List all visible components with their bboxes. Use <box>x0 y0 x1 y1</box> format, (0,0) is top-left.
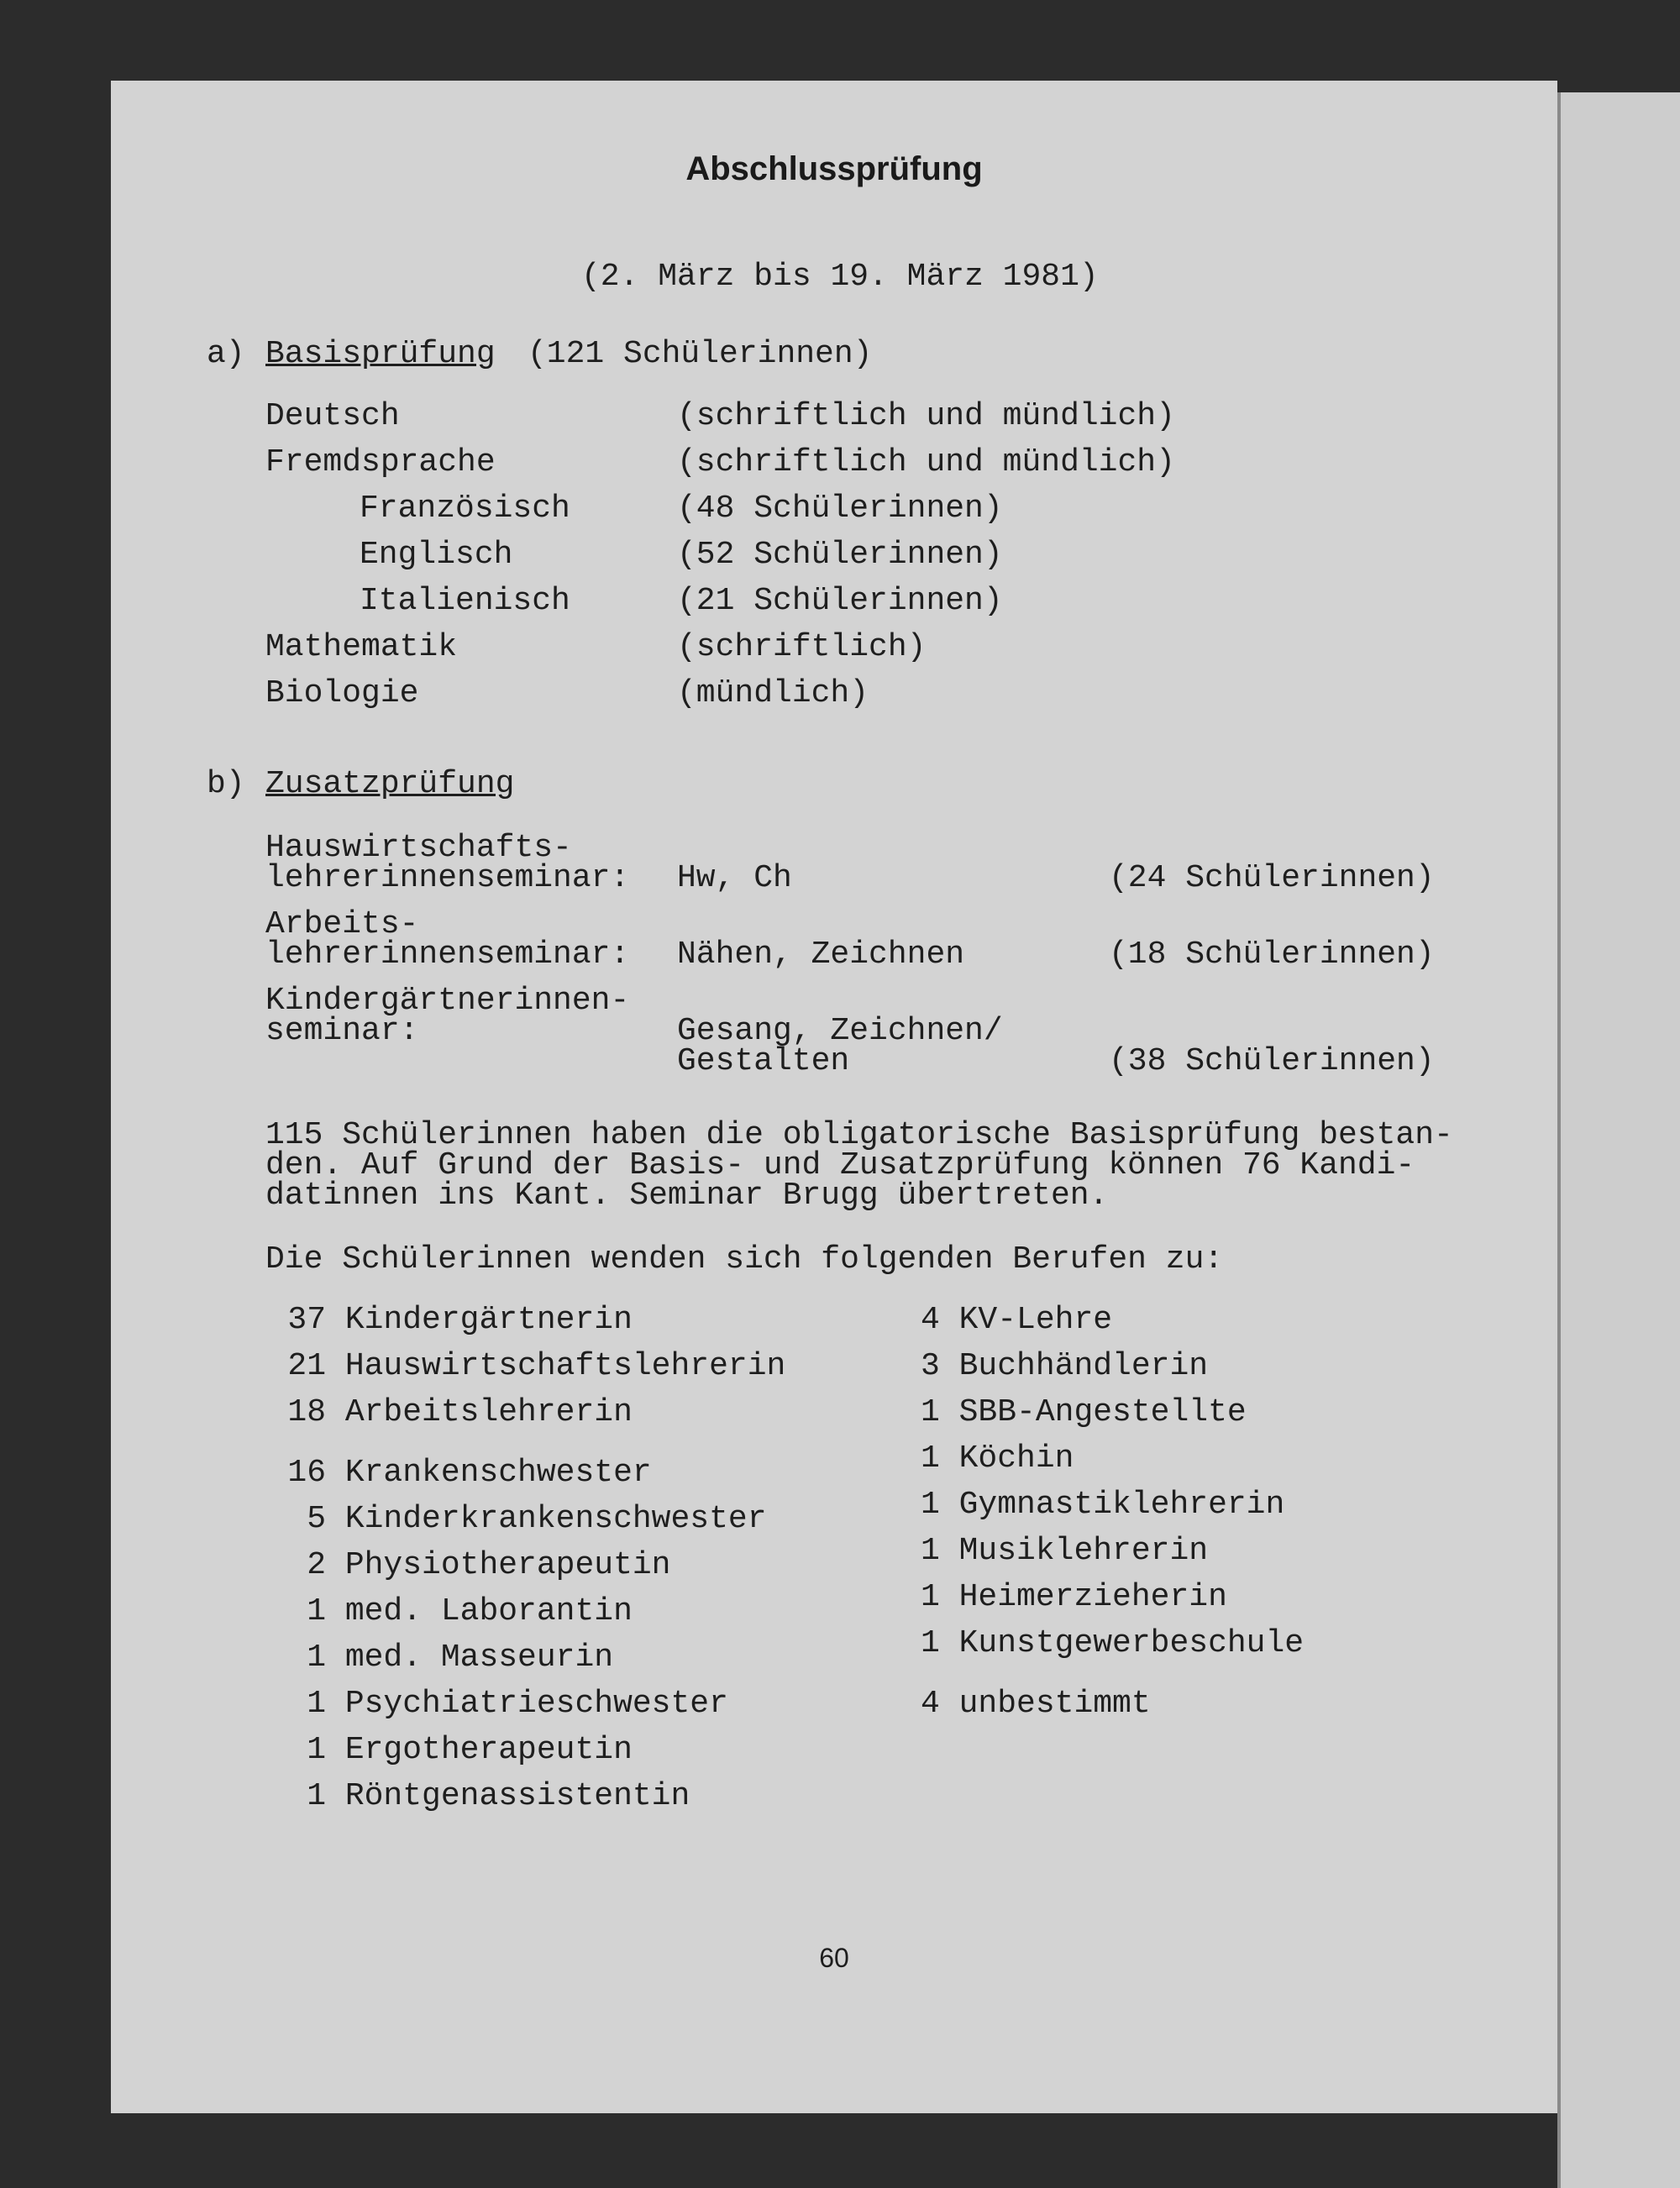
career-label: Kunstgewerbeschule <box>958 1625 1305 1661</box>
basis-subject: Biologie <box>265 675 419 711</box>
career-count: 21 <box>287 1348 326 1384</box>
career-label: Hauswirtschaftslehrerin <box>344 1348 786 1384</box>
career-label: unbestimmt <box>958 1686 1151 1722</box>
career-item <box>921 1348 1208 1385</box>
career-item <box>265 1732 633 1769</box>
career-count: 3 <box>921 1348 940 1384</box>
basis-detail: (52 Schülerinnen) <box>677 537 1003 573</box>
career-label: med. Laborantin <box>344 1593 633 1629</box>
basis-detail: (mündlich) <box>677 675 869 711</box>
career-label: Physiotherapeutin <box>344 1547 671 1583</box>
exam-dates: (2. März bis 19. März 1981) <box>581 259 1099 295</box>
career-item <box>265 1686 728 1723</box>
career-item <box>265 1348 785 1385</box>
zusatz-seminar: lehrerinnenseminar: <box>265 860 630 896</box>
basis-marker: a) <box>207 336 245 372</box>
summary-line: den. Auf Grund der Basis- und Zusatzprüfung können 76 Kandi- <box>265 1147 1415 1183</box>
career-label: Röntgenassistentin <box>344 1778 690 1814</box>
career-count: 4 <box>921 1302 940 1338</box>
career-item <box>265 1394 633 1431</box>
adjacent-page-edge <box>1557 92 1680 2188</box>
career-item <box>265 1778 690 1815</box>
careers-intro: Die Schülerinnen wenden sich folgenden Berufen zu: <box>265 1241 1224 1278</box>
zusatz-subjects: Hw, Ch <box>677 860 792 896</box>
career-count: 16 <box>287 1455 326 1491</box>
zusatz-seminar: Hauswirtschafts- <box>265 830 572 866</box>
basis-detail: (21 Schülerinnen) <box>677 583 1003 619</box>
career-label: KV-Lehre <box>958 1302 1113 1338</box>
career-item <box>921 1686 1151 1723</box>
zusatz-marker: b) <box>207 766 245 802</box>
career-count: 1 <box>921 1394 940 1430</box>
career-count: 4 <box>921 1686 940 1722</box>
career-count: 1 <box>921 1487 940 1523</box>
career-count: 1 <box>921 1533 940 1569</box>
zusatz-subjects: Gestalten <box>677 1043 850 1079</box>
career-count: 1 <box>921 1440 940 1477</box>
career-label: Kindergärtnerin <box>344 1302 633 1338</box>
zusatz-seminar: seminar: <box>265 1013 419 1049</box>
basis-count: (121 Schülerinnen) <box>528 336 873 372</box>
career-label: Buchhändlerin <box>958 1348 1209 1384</box>
page-number: 60 <box>819 1943 849 1973</box>
zusatz-count: (38 Schülerinnen) <box>1109 1043 1435 1079</box>
career-item <box>265 1302 633 1339</box>
career-label: SBB-Angestellte <box>958 1394 1247 1430</box>
career-label: Kinderkrankenschwester <box>344 1501 767 1537</box>
career-item <box>921 1579 1227 1616</box>
career-label: Köchin <box>958 1440 1074 1477</box>
basis-detail: (schriftlich und mündlich) <box>677 444 1175 480</box>
zusatz-heading: Zusatzprüfung <box>265 766 515 802</box>
career-count: 5 <box>307 1501 326 1537</box>
career-item <box>921 1440 1074 1477</box>
basis-subject: Mathematik <box>265 629 458 665</box>
career-item <box>921 1302 1112 1339</box>
career-count: 1 <box>921 1625 940 1661</box>
summary-line: datinnen ins Kant. Seminar Brugg übertreten. <box>265 1178 1109 1214</box>
zusatz-seminar: Arbeits- <box>265 906 419 942</box>
career-label: Arbeitslehrerin <box>344 1394 633 1430</box>
document-page <box>111 81 1557 2113</box>
career-count: 1 <box>307 1732 326 1768</box>
zusatz-seminar: Kindergärtnerinnen- <box>265 983 630 1019</box>
career-count: 1 <box>307 1593 326 1629</box>
basis-subject: Französisch <box>360 491 570 527</box>
basis-heading: Basisprüfung <box>265 336 496 372</box>
career-count: 1 <box>307 1640 326 1676</box>
zusatz-seminar: lehrerinnenseminar: <box>265 937 630 973</box>
zusatz-count: (18 Schülerinnen) <box>1109 937 1435 973</box>
basis-subject: Fremdsprache <box>265 444 496 480</box>
career-item <box>921 1625 1304 1662</box>
career-label: Musiklehrerin <box>958 1533 1209 1569</box>
career-count: 1 <box>921 1579 940 1615</box>
career-count: 1 <box>307 1686 326 1722</box>
career-item <box>265 1455 652 1492</box>
career-label: Ergotherapeutin <box>344 1732 633 1768</box>
career-item <box>921 1394 1247 1431</box>
career-label: Psychiatrieschwester <box>344 1686 728 1722</box>
zusatz-subjects: Gesang, Zeichnen/ <box>677 1013 1003 1049</box>
career-item <box>265 1501 767 1538</box>
basis-detail: (schriftlich) <box>677 629 927 665</box>
basis-subject: Deutsch <box>265 398 400 434</box>
career-count: 1 <box>307 1778 326 1814</box>
zusatz-subjects: Nähen, Zeichnen <box>677 937 965 973</box>
basis-detail: (48 Schülerinnen) <box>677 491 1003 527</box>
basis-subject: Italienisch <box>360 583 570 619</box>
career-label: Krankenschwester <box>344 1455 652 1491</box>
career-item <box>921 1487 1284 1524</box>
career-label: Gymnastiklehrerin <box>958 1487 1285 1523</box>
zusatz-count: (24 Schülerinnen) <box>1109 860 1435 896</box>
career-count: 18 <box>287 1394 326 1430</box>
career-item <box>265 1593 633 1630</box>
career-count: 37 <box>287 1302 326 1338</box>
summary-line: 115 Schülerinnen haben die obligatorische Basisprüfung bestan- <box>265 1117 1453 1153</box>
basis-detail: (schriftlich und mündlich) <box>677 398 1175 434</box>
basis-subject: Englisch <box>360 537 513 573</box>
career-item <box>265 1640 613 1676</box>
career-item <box>265 1547 670 1584</box>
career-item <box>921 1533 1208 1570</box>
page-title: Abschlussprüfung <box>685 150 983 187</box>
career-count: 2 <box>307 1547 326 1583</box>
career-label: med. Masseurin <box>344 1640 614 1676</box>
career-label: Heimerzieherin <box>958 1579 1227 1615</box>
